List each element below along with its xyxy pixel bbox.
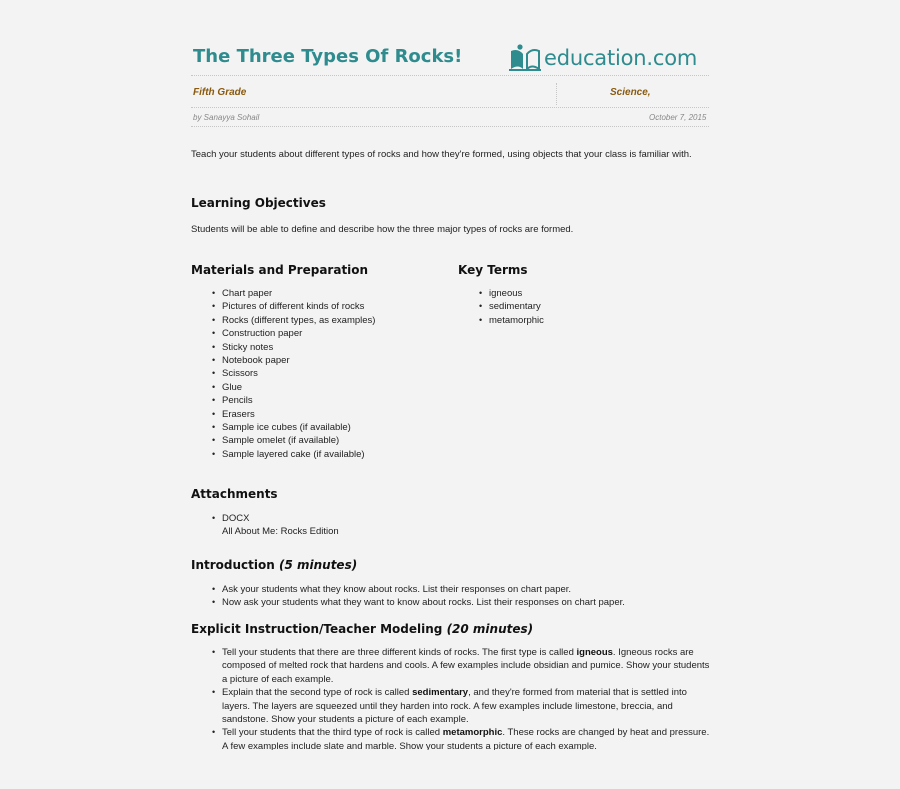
explicit-instruction-heading: Explicit Instruction/Teacher Modeling (20 minutes) [191,622,534,636]
list-item: • Sticky notes [212,341,452,354]
education-logo[interactable] [508,43,697,73]
list-item: • Notebook paper [212,354,452,367]
key-terms-heading: Key Terms [458,263,528,277]
logo-text: education.com [544,46,698,70]
list-item: • Pictures of different kinds of rocks [212,300,452,313]
key-terms-list [479,287,679,327]
header-divider [191,75,709,76]
list-item: • metamorphic [479,314,679,327]
list-item: • sedimentary [479,300,679,313]
list-item: • Sample layered cake (if available) [212,448,452,461]
list-item: • igneous [479,287,679,300]
byline-divider [191,126,709,127]
intro-paragraph: Teach your students about different types of rocks and how they're formed, using objects that your class is familiar with. [191,149,692,160]
attachment-item[interactable] [212,512,512,539]
reading-figure-icon [508,43,542,73]
introduction-heading: Introduction (5 minutes) [191,558,358,572]
list-item: • Glue [212,381,452,394]
list-item: • Pencils [212,394,452,407]
list-item: • Sample ice cubes (if available) [212,421,452,434]
list-item: • Erasers [212,408,452,421]
list-item: • Tell your students that there are three different kinds of rocks. The first type is called igneous. Igneous rocks are composed of melted rock that hardens and cools. A few examples include obsidian and pumice. Show your students a picture of each example. [212,646,710,686]
explicit-instruction-list [212,646,710,750]
materials-list [212,287,452,461]
subject-label[interactable]: Science, [610,87,651,98]
introduction-list [212,583,707,610]
attachments-list [212,512,512,539]
learning-objectives-heading: Learning Objectives [191,196,326,210]
grade-label[interactable]: Fifth Grade [193,87,247,98]
materials-heading: Materials and Preparation [191,263,369,277]
learning-objectives-text: Students will be able to define and describe how the three major types of rocks are formed. [191,224,574,235]
attachment-type: • DOCX [222,513,250,524]
list-item: • Tell your students that the third type of rock is called metamorphic. These rocks are changed by heat and pressure. A few examples include slate and marble. Show your students a picture of each example. [212,726,710,750]
list-item: • Ask your students what they know about rocks. List their responses on chart paper. [212,583,707,596]
author-byline: by Sanayya Sohail [193,113,260,122]
header-column-divider [556,83,557,105]
list-item: • Explain that the second type of rock is called sedimentary, and they're formed from material that is settled into layers. The layers are squeezed until they harden into rock. A few examples include limestone, breccia, and sandstone. Show your students a picture of each example. [212,686,710,726]
list-item: • Scissors [212,367,452,380]
list-item: • Chart paper [212,287,452,300]
term-igneous: igneous [576,647,613,658]
list-item: • Rocks (different types, as examples) [212,314,452,327]
list-item: • Sample omelet (if available) [212,434,452,447]
term-sedimentary: sedimentary [412,687,469,699]
list-item: • Now ask your students what they want to know about rocks. List their responses on chart paper. [212,596,707,609]
publish-date: October 7, 2015 [649,113,707,122]
term-metamorphic: metamorphic [442,727,503,739]
page-title: The Three Types Of Rocks! [193,46,463,67]
list-item: • Construction paper [212,327,452,340]
attachment-name[interactable]: All About Me: Rocks Edition [222,526,339,538]
meta-divider [191,107,709,108]
attachments-heading: Attachments [191,487,278,501]
